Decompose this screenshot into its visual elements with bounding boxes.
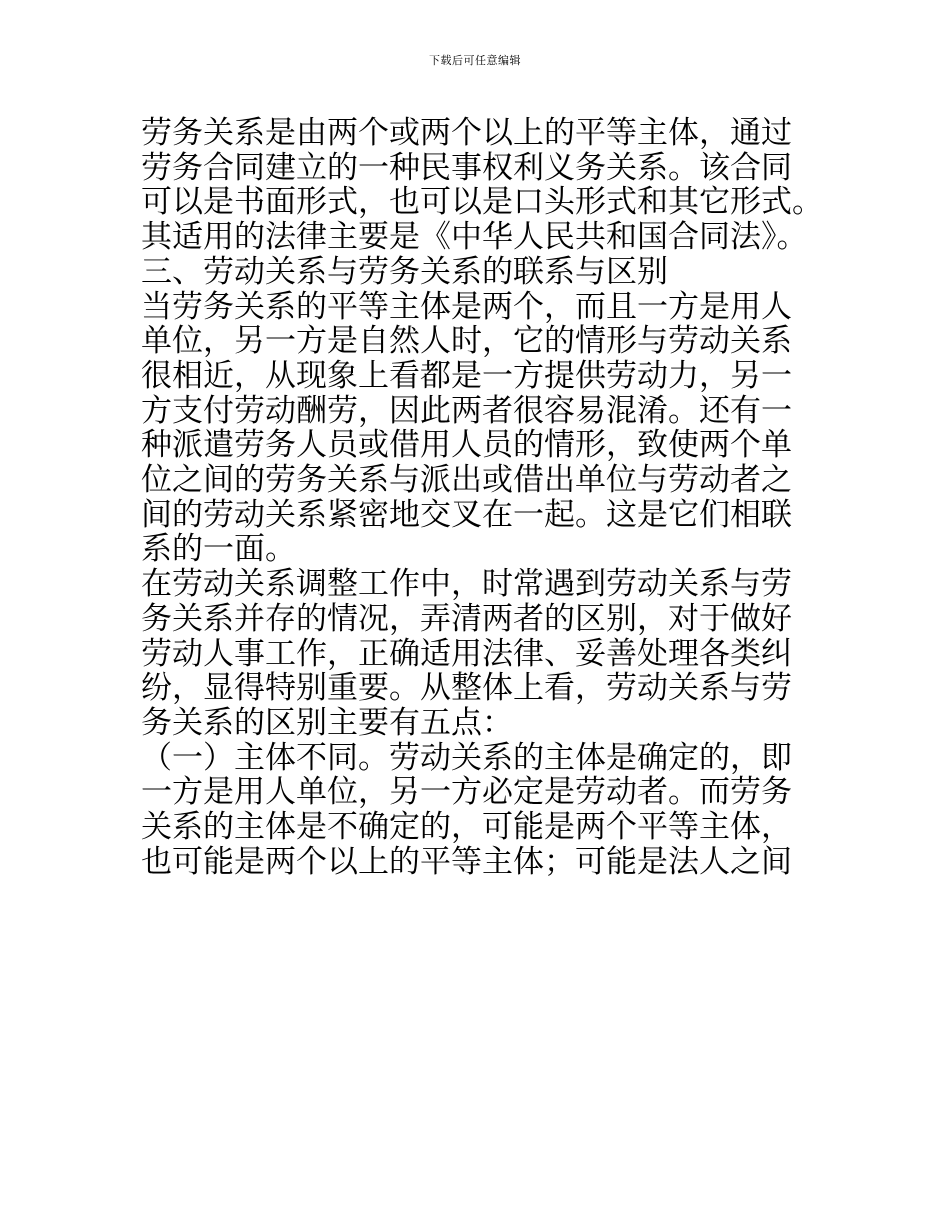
- text-line: （一）主体不同。劳动关系的主体是确定的，即: [141, 739, 792, 776]
- text-line: 很相近，从现象上看都是一方提供劳动力，另一: [141, 357, 792, 394]
- text-line: 系的一面。: [141, 531, 296, 568]
- text-line: 在劳动关系调整工作中，时常遇到劳动关系与劳: [141, 566, 792, 603]
- text-line: 位之间的劳务关系与派出或借出单位与劳动者之: [141, 462, 792, 499]
- text-line: 方支付劳动酬劳，因此两者很容易混淆。还有一: [141, 392, 792, 429]
- document-body: [141, 116, 831, 879]
- text-line: 一方是用人单位，另一方必定是劳动者。而劳务: [141, 774, 792, 811]
- text-line: 间的劳动关系紧密地交叉在一起。这是它们相联: [141, 496, 792, 533]
- text-line: 劳务关系是由两个或两个以上的平等主体，通过: [141, 115, 792, 151]
- text-line: 单位，另一方是自然人时，它的情形与劳动关系: [141, 323, 792, 360]
- text-line: 也可能是两个以上的平等主体；可能是法人之间: [141, 843, 792, 880]
- text-line: 关系的主体是不确定的，可能是两个平等主体，: [141, 809, 792, 846]
- text-line: 务关系的区别主要有五点：: [141, 704, 513, 741]
- text-line: 劳务合同建立的一种民事权利义务关系。该合同: [141, 149, 792, 186]
- page-header-note: 下载后可任意编辑: [429, 54, 521, 67]
- text-line: 种派遣劳务人员或借用人员的情形，致使两个单: [141, 427, 792, 464]
- text-line: 当劳务关系的平等主体是两个，而且一方是用人: [141, 288, 792, 325]
- text-line: 可以是书面形式，也可以是口头形式和其它形式。: [141, 184, 823, 221]
- text-line: 纷，显得特别重要。从整体上看，劳动关系与劳: [141, 670, 792, 707]
- text-line: 务关系并存的情况，弄清两者的区别，对于做好: [141, 600, 792, 637]
- text-line: 其适用的法律主要是《中华人民共和国合同法》。: [141, 219, 808, 256]
- text-line: 劳动人事工作，正确适用法律、妥善处理各类纠: [141, 635, 792, 672]
- section-heading: 三、劳动关系与劳务关系的联系与区别: [141, 253, 668, 290]
